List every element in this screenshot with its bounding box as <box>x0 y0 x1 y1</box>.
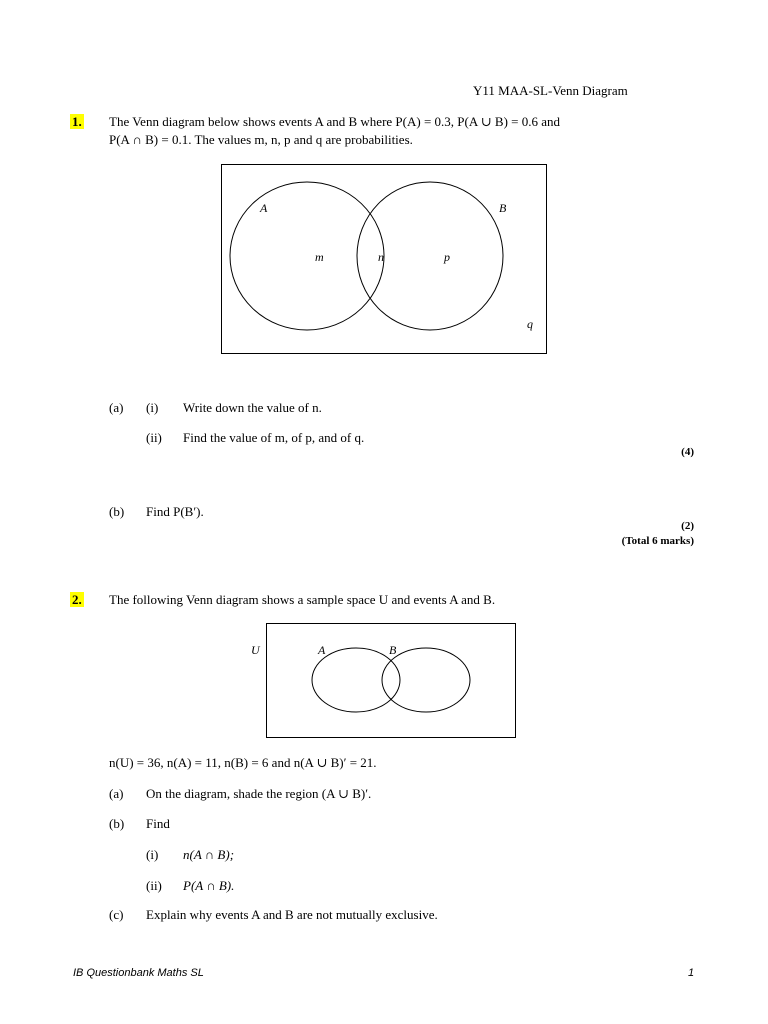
q2-circle-b <box>382 648 470 712</box>
q1-label-m: m <box>315 250 324 264</box>
q1b-marks: (2) <box>681 520 694 532</box>
q1-intro-line2: P(A ∩ B) = 0.1. The values m, n, p and q are probabilities. <box>109 132 413 147</box>
q2b-i-label: (i) <box>146 847 159 862</box>
q2b-ii-text: P(A ∩ B). <box>183 878 235 893</box>
q2-label-a: A <box>318 643 326 657</box>
q2-venn-diagram <box>246 622 518 740</box>
q1b-label: (b) <box>109 504 125 519</box>
q2c-text: Explain why events A and B are not mutually exclusive. <box>146 907 438 922</box>
q2-given: n(U) = 36, n(A) = 11, n(B) = 6 and n(A ∪ B)′ = 21. <box>109 755 377 770</box>
q1-venn-diagram <box>221 164 548 355</box>
q1a-ii-text: Find the value of m, of p, and of q. <box>183 430 365 445</box>
q1-label-b: B <box>499 201 507 215</box>
footer-source: IB Questionbank Maths SL <box>73 967 204 979</box>
q1-circle-a <box>230 182 384 330</box>
page-header-title: Y11 MAA-SL-Venn Diagram <box>473 83 628 98</box>
q2b-text: Find <box>146 816 170 831</box>
q1a-i-label: (i) <box>146 400 159 415</box>
q2-label-u: U <box>251 643 260 657</box>
q1-label-n: n <box>378 250 384 264</box>
q2a-label: (a) <box>109 786 124 801</box>
q1-label-q: q <box>527 317 533 331</box>
footer-page-number: 1 <box>688 967 695 979</box>
q2-number: 2. <box>72 592 82 607</box>
q1-number: 1. <box>72 114 82 129</box>
q2b-label: (b) <box>109 816 125 831</box>
q2-intro: The following Venn diagram shows a sample space U and events A and B. <box>109 592 496 607</box>
q1a-marks: (4) <box>681 446 694 458</box>
q2-sample-space-box <box>267 624 516 738</box>
q1a-ii-label: (ii) <box>146 430 162 445</box>
q1-label-a: A <box>260 201 268 215</box>
q1-label-p: p <box>444 250 450 264</box>
q2c-label: (c) <box>109 907 124 922</box>
q1a-label: (a) <box>109 400 124 415</box>
q1a-i-text: Write down the value of n. <box>183 400 322 415</box>
q1-intro-line1: The Venn diagram below shows events A and B where P(A) = 0.3, P(A ∪ B) = 0.6 and <box>109 114 561 129</box>
q2b-ii-label: (ii) <box>146 878 162 893</box>
q2a-text: On the diagram, shade the region (A ∪ B)′. <box>146 786 372 801</box>
q1-total-marks: (Total 6 marks) <box>621 535 694 547</box>
q1b-text: Find P(B′). <box>146 504 204 519</box>
q2b-i-text: n(A ∩ B); <box>183 847 235 862</box>
q2-label-b: B <box>389 643 397 657</box>
q2-circle-a <box>312 648 400 712</box>
